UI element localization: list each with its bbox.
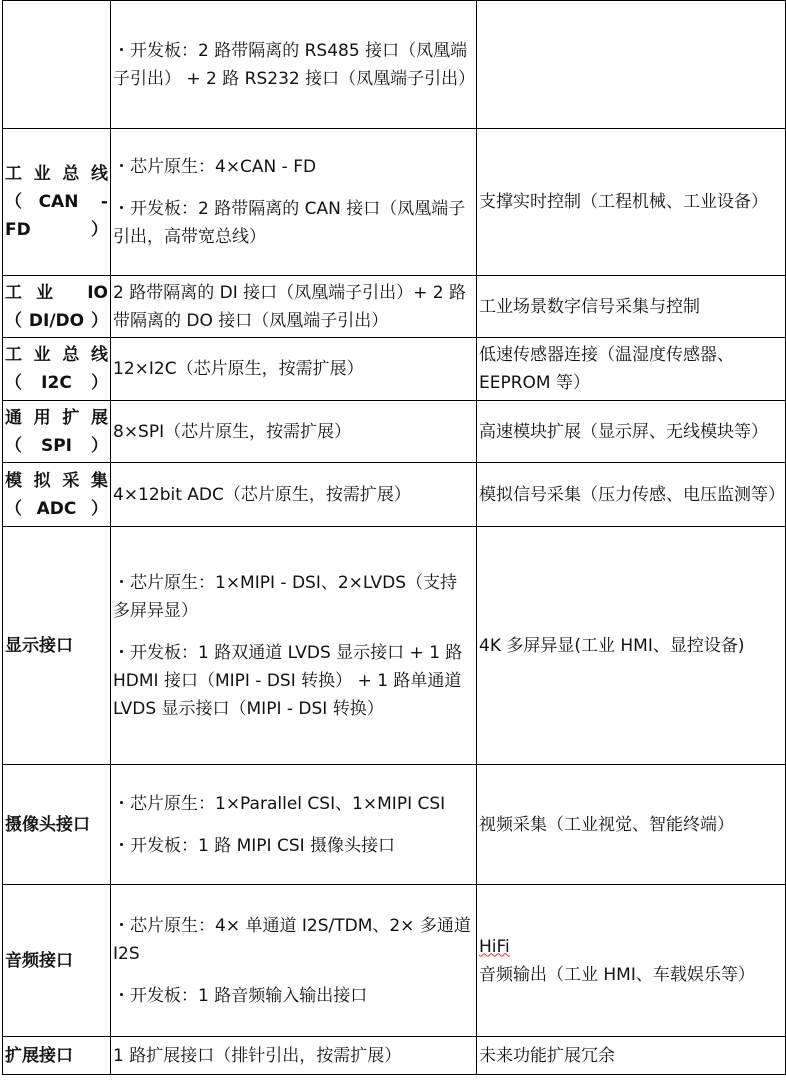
description-line: 4×12bit ADC（芯片原生，按需扩展） [113,484,411,505]
description-line: ・开发板：1 路 MIPI CSI 摄像头接口 [113,835,396,856]
interface-name: 显示接口 [3,527,111,765]
interface-application: 模拟信号采集（压力传感、电压监测等） [477,463,786,527]
interface-name: 通用扩展（SPI） [3,401,111,463]
interface-description [111,338,477,401]
description-line: 8×SPI（芯片原生，按需扩展） [113,421,352,442]
interface-name [3,1,111,129]
interface-name: 摄像头接口 [3,765,111,885]
spellcheck-underlined-word: HiFi [479,936,510,957]
interface-description [111,129,477,276]
interface-description [111,1037,477,1075]
interface-application: 支撑实时控制（工程机械、工业设备） [477,129,786,276]
interface-application: 视频采集（工业视觉、智能终端） [477,765,786,885]
table-row [3,401,786,463]
description-line: ・芯片原生：4× 单通道 I2S/TDM、2× 多通道 I2S [113,915,471,964]
interface-name: 工业总线（CAN - FD） [3,129,111,276]
interface-name: 模拟采集（ADC） [3,463,111,527]
table-row [3,527,786,765]
table-row [3,463,786,527]
description-line: 1 路扩展接口（排针引出，按需扩展） [113,1045,402,1066]
table-row [3,885,786,1037]
interface-description [111,276,477,338]
application-text: 音频输出（工业 HMI、车载娱乐等） [479,964,755,985]
description-line: ・芯片原生：1×MIPI - DSI、2×LVDS（支持多屏异显） [113,572,458,621]
table-row [3,338,786,401]
interface-application: 工业场景数字信号采集与控制 [477,276,786,338]
table-row [3,129,786,276]
description-line: ・开发板：2 路带隔离的 CAN 接口（凤凰端子引出，高带宽总线） [113,199,466,247]
interface-description [111,401,477,463]
description-line: 2 路带隔离的 DI 接口（凤凰端子引出）+ 2 路带隔离的 DO 接口（凤凰端子引出） [113,282,466,331]
table-row [3,765,786,885]
interface-application: 高速模块扩展（显示屏、无线模块等） [477,401,786,463]
interface-application [477,1,786,129]
table-row [3,1037,786,1075]
description-line: ・开发板：1 路双通道 LVDS 显示接口 + 1 路 HDMI 接口（MIPI - DSI 转换） + 1 路单通道 LVDS 显示接口（MIPI - DSI 转换） [113,642,463,719]
interface-description [111,527,477,765]
description-line: 12×I2C（芯片原生，按需扩展） [113,359,364,379]
description-line: ・芯片原生：1×Parallel CSI、1×MIPI CSI [113,793,446,814]
interface-spec-table [2,0,786,1075]
interface-description [111,463,477,527]
description-line: ・开发板：2 路带隔离的 RS485 接口（凤凰端子引出） + 2 路 RS232 接口（凤凰端子引出） [113,40,476,89]
interface-description [111,1,477,129]
description-line: ・开发板：1 路音频输入输出接口 [113,985,368,1006]
interface-application [477,885,786,1037]
interface-name: 工业 IO（DI/DO） [3,276,111,338]
interface-name: 工业总线（I2C） [3,338,111,401]
table-row [3,276,786,338]
table-row [3,1,786,129]
interface-name: 音频接口 [3,885,111,1037]
interface-description [111,765,477,885]
interface-name: 扩展接口 [3,1037,111,1075]
description-line: ・芯片原生：4×CAN - FD [113,157,317,177]
interface-description [111,885,477,1037]
interface-application: 未来功能扩展冗余 [477,1037,786,1075]
interface-application: 低速传感器连接（温湿度传感器、EEPROM 等） [477,338,786,401]
interface-application: 4K 多屏异显(工业 HMI、显控设备) [477,527,786,765]
